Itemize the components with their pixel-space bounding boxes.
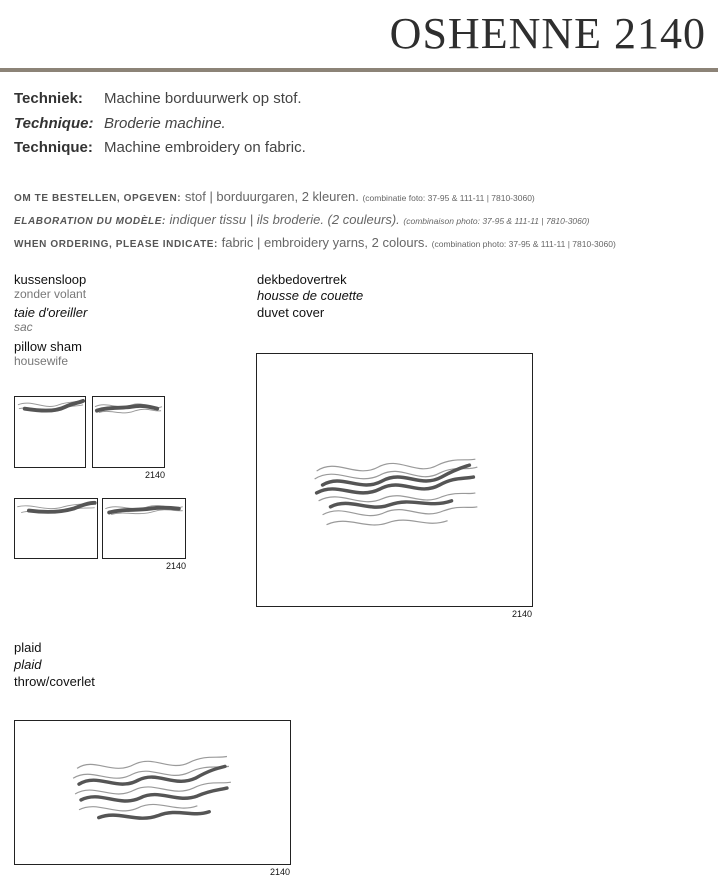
- technique-label: Technique:: [14, 139, 93, 156]
- plaid-label-en: throw/coverlet: [14, 674, 95, 689]
- ordering-text: indiquer tissu | ils broderie. (2 couleurs).: [169, 212, 400, 227]
- duvet-label-en: duvet cover: [257, 305, 325, 320]
- product-code: 2140: [166, 561, 187, 571]
- ordering-note: (combinatie foto: 37-95 & 111-11 | 7810-3060): [362, 193, 535, 203]
- technique-fr: [14, 115, 226, 132]
- duvet-cover-diagram: [256, 353, 533, 607]
- technique-nl: [14, 90, 302, 107]
- product-code: 2140: [512, 609, 533, 619]
- product-code: 2140: [270, 867, 291, 877]
- plaid-diagram: [14, 720, 291, 865]
- ordering-nl: [14, 189, 535, 204]
- ordering-text: stof | borduurgaren, 2 kleuren.: [184, 189, 359, 204]
- technique-value: Broderie machine.: [104, 115, 226, 132]
- plaid-label-fr: plaid: [14, 657, 42, 672]
- ordering-text: fabric | embroidery yarns, 2 colours.: [221, 235, 429, 250]
- embroidery-motif: [15, 721, 290, 864]
- technique-value: Machine borduurwerk op stof.: [104, 90, 302, 107]
- duvet-label-nl: dekbedovertrek: [257, 272, 347, 287]
- ordering-en: [14, 235, 616, 250]
- technique-en: [14, 139, 306, 156]
- ordering-note: (combinaison photo: 37-95 & 111-11 | 7810-3060): [403, 216, 590, 226]
- technique-label: Techniek:: [14, 90, 83, 107]
- ordering-note: (combination photo: 37-95 & 111-11 | 7810-3060): [431, 239, 616, 249]
- technique-label: Technique:: [14, 115, 94, 132]
- pillow-sub-en: housewife: [14, 354, 69, 368]
- pillow-label-en: pillow sham: [14, 339, 82, 354]
- ordering-label: OM TE BESTELLEN, OPGEVEN:: [14, 193, 182, 204]
- ordering-label: WHEN ORDERING, PLEASE INDICATE:: [14, 239, 218, 250]
- pillow-sub-fr: sac: [14, 320, 33, 334]
- pillow-label-fr: taie d'oreiller: [14, 305, 88, 320]
- pillow-sham-diagram: [92, 396, 165, 468]
- ordering-label: ELABORATION DU MODÈLE:: [14, 216, 166, 227]
- page-title: OSHENNE 2140: [389, 9, 706, 58]
- embroidery-motif: [257, 354, 532, 606]
- pillow-sham-diagram: [14, 498, 98, 559]
- pillow-sham-diagram: [14, 396, 86, 468]
- embroidery-motif: [103, 499, 185, 558]
- embroidery-motif: [15, 397, 85, 467]
- embroidery-motif: [15, 499, 97, 558]
- pillow-sham-diagram: [102, 498, 186, 559]
- product-code: 2140: [145, 470, 166, 480]
- pillow-sub-nl: zonder volant: [14, 287, 87, 301]
- ordering-fr: [14, 212, 589, 227]
- header-divider: [0, 68, 718, 72]
- plaid-label-nl: plaid: [14, 640, 42, 655]
- pillow-label-nl: kussensloop: [14, 272, 87, 287]
- embroidery-motif: [93, 397, 164, 467]
- duvet-label-fr: housse de couette: [257, 288, 364, 303]
- technique-value: Machine embroidery on fabric.: [104, 139, 306, 156]
